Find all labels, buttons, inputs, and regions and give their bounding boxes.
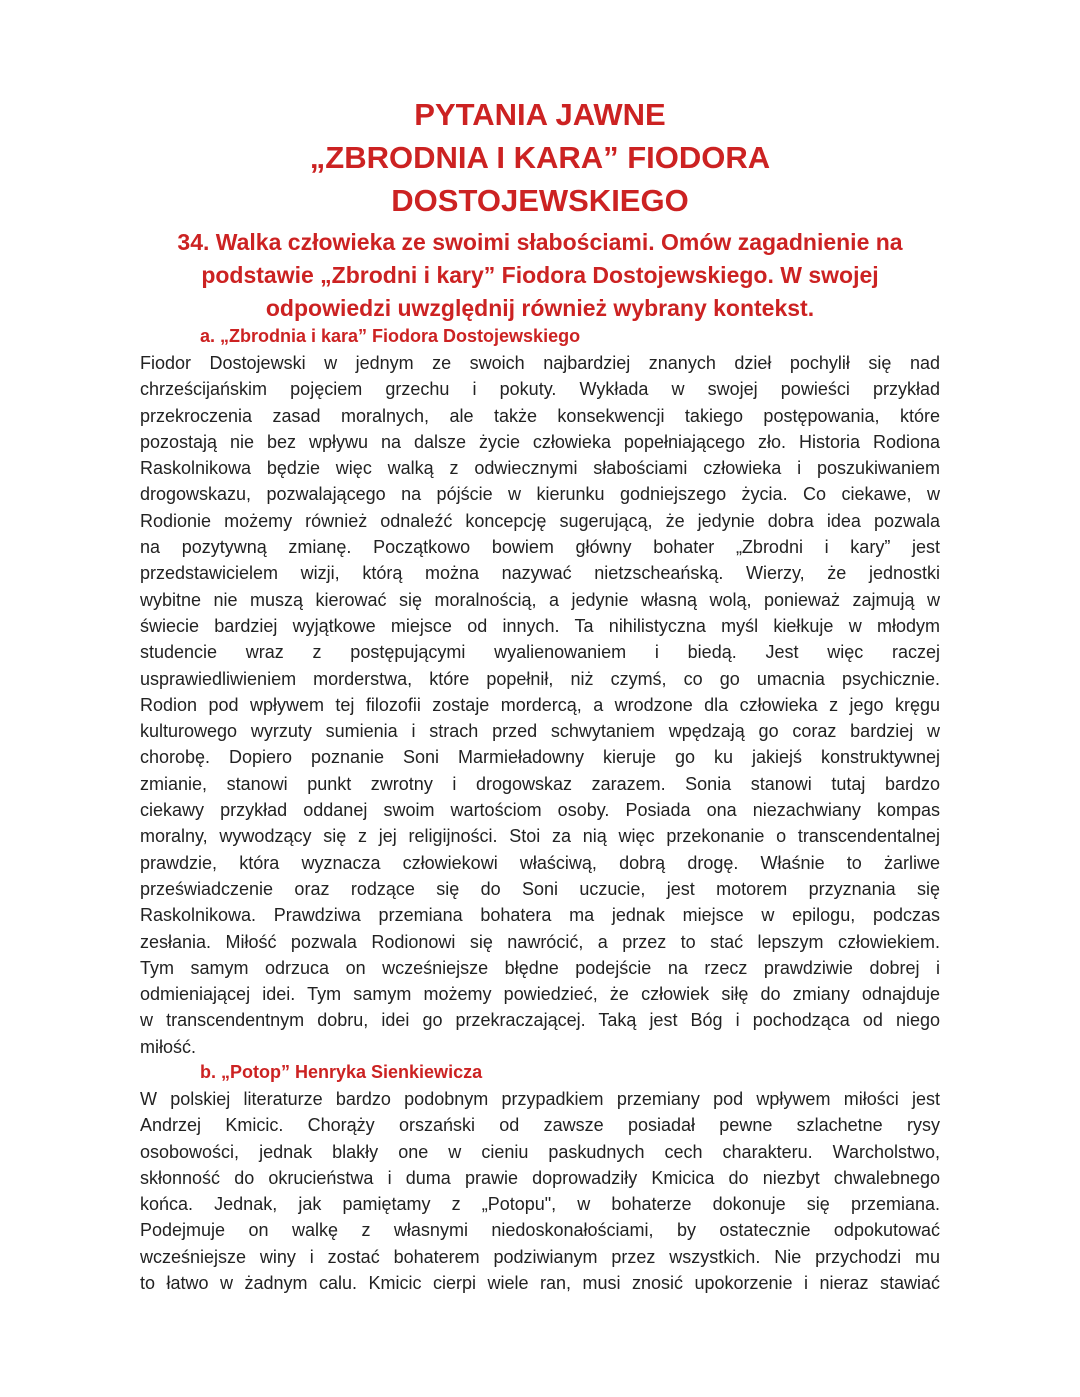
paragraph-line: Podejmuje on walkę z własnymi niedoskonałościami, by ostatecznie odpokutować (140, 1220, 940, 1241)
paragraph-line: miłość. (140, 1036, 197, 1057)
paragraph-line: kulturowego wyrzuty sumienia i strach przed schwytaniem wpędzają go coraz bardziej w (140, 721, 940, 742)
paragraph-line: skłonność do okrucieństwa i duma prawie doprowadziły Kmicica do niezbyt chwalebnego (140, 1167, 940, 1188)
paragraph-line: wybitne nie muszą kierować się moralnością, a jedynie własną wolą, ponieważ zajmują w (140, 589, 940, 610)
paragraph-line: osobowości, jednak blakły one w cieniu paskudnych cech charakteru. Warcholstwo, (140, 1141, 940, 1162)
paragraph-line: to łatwo w żadnym calu. Kmicic cierpi wiele ran, musi znosić upokorzenie i nieraz stawiać (140, 1273, 940, 1294)
paragraph-line: odmieniającej idei. Tym samym możemy powiedzieć, że człowiek siłę do zmiany odnajduje (140, 984, 940, 1005)
paragraph-line: na pozytywną zmianę. Początkowo bowiem główny bohater „Zbrodni i kary” jest (140, 537, 940, 558)
paragraph-line: pozostają nie bez wpływu na dalsze życie człowieka popełniającego zło. Historia Rodiona (140, 431, 940, 452)
paragraph-line: Andrzej Kmicic. Chorąży orszański od zawsze posiadał pewne szlachetne rysy (140, 1115, 940, 1136)
paragraph-line: Fiodor Dostojewski w jednym ze swoich najbardziej znanych dzieł pochylił się nad (140, 353, 940, 373)
paragraph-line: przekroczenia zasad moralnych, ale także konsekwencji takiego postępowania, które (140, 405, 940, 426)
paragraph-line: przedstawicielem wizji, którą można nazywać nietzscheańską. Wierzy, że jednostki (140, 563, 940, 584)
paragraph-line: końca. Jednak, jak pamiętamy z „Potopu", w bohaterze dokonuje się przemiana. (140, 1194, 940, 1215)
paragraph-line: Tym samym odrzuca on wcześniejsze błędne podejście na rzecz prawdziwie dobrej i (140, 957, 940, 978)
paragraph-line: chorobę. Dopiero poznanie Soni Marmieładowny kieruje go ku jakiejś konstruktywnej (140, 747, 940, 768)
title-line: PYTANIA JAWNE (414, 97, 666, 132)
paragraph-line: zesłania. Miłość pozwala Rodionowi się nawrócić, a przez to stać lepszym człowiekiem. (140, 931, 940, 952)
paragraph-line: Raskolnikowa. Prawdziwa przemiana bohatera ma jednak miejsce w epilogu, podczas (140, 905, 940, 926)
section-body-b (140, 1086, 940, 1296)
paragraph-line: prawdzie, która wyznacza człowiekowi właściwą, dobrą drogę. Właśnie to żarliwe (140, 852, 940, 873)
paragraph-line: zmianie, stanowi punkt zwrotny i drogowskaz zarazem. Sonia stanowi tutaj bardzo (140, 773, 940, 794)
question-heading: 34. Walka człowieka ze swoimi słabościami. Omów zagadnienie na podstawie „Zbrodni i kary” Fiodora Dostojewskiego. W swojej odpowiedzi uwzględnij również wybrany kontekst. (177, 229, 903, 321)
document-title (140, 93, 940, 222)
paragraph-line: moralny, wywodzący się z jej religijności. Stoi za nią więc przekonanie o transcendentalnej (140, 826, 940, 847)
paragraph-line: wcześniejsze winy i zostać bohaterem podziwianym przez wszystkich. Nie przychodzi mu (140, 1246, 940, 1267)
paragraph-line: w transcendentnym dobru, idei go przekraczającej. Taką jest Bóg i pochodząca od niego (140, 1010, 940, 1031)
paragraph-line: W polskiej literaturze bardzo podobnym przypadkiem przemiany pod wpływem miłości jest (140, 1089, 940, 1109)
paragraph-line: przeświadczenie oraz rodzące się do Soni uczucie, jest motorem przyznania się (140, 878, 940, 899)
section-heading-b: b. „Potop” Henryka Sienkiewicza (200, 1062, 483, 1082)
section-body-a (140, 350, 940, 1060)
title-line: „ZBRODNIA I KARA” FIODORA (309, 140, 771, 175)
paragraph-line: usprawiedliwieniem morderstwa, które popełnił, niż czymś, co go umacnia psychicznie. (140, 668, 940, 689)
paragraph-line: studencie wraz z postępującymi wyalienowaniem i biedą. Jest więc raczej (140, 642, 940, 663)
section-heading-a: a. „Zbrodnia i kara” Fiodora Dostojewskiego (200, 326, 581, 346)
paragraph-line: ciekawy przykład oddanej swoim wartościom osoby. Posiada ona niezachwiany kompas (140, 800, 940, 821)
paragraph-line: świecie bardziej wyjątkowe miejsce od innych. Ta nihilistyczna myśl kiełkuje w młodym (140, 615, 940, 636)
paragraph-line: Rodionie możemy również odnaleźć koncepcję sugerującą, że jedynie dobra idea pozwala (140, 510, 940, 531)
paragraph-line: drogowskazu, pozwalającego na pójście w kierunku godniejszego życia. Co ciekawe, w (140, 484, 940, 505)
paragraph-line: chrześcijańskim pojęciem grzechu i pokuty. Wykłada w swojej powieści przykład (140, 379, 940, 400)
title-line: DOSTOJEWSKIEGO (391, 183, 689, 218)
paragraph-line: Raskolnikowa będzie więc walką z odwiecznymi słabościami człowieka i poszukiwaniem (140, 458, 940, 479)
paragraph-line: Rodion pod wpływem tej filozofii zostaje mordercą, a wrodzone dla człowieka z jego kręgu (140, 694, 940, 715)
